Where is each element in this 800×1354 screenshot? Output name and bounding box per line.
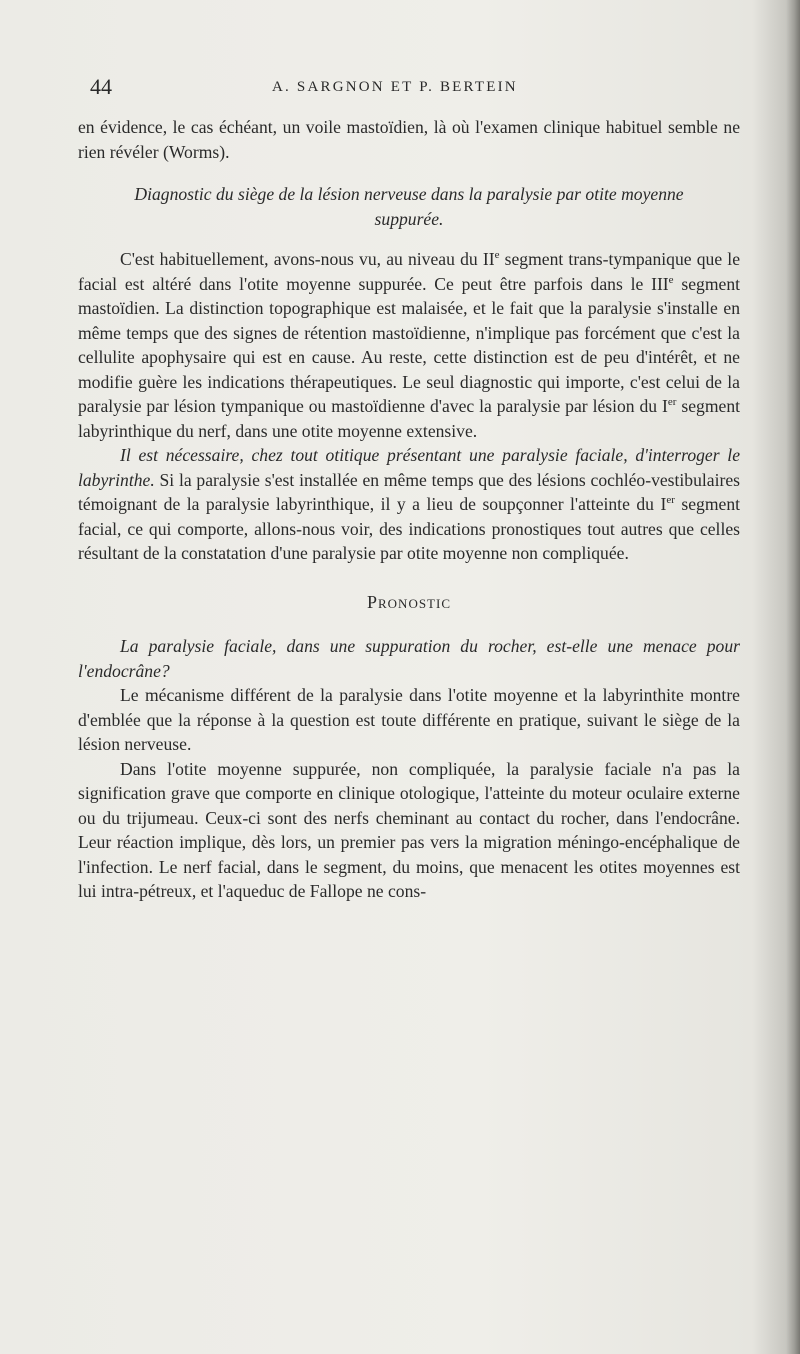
- paragraph-otite-moyenne: Dans l'otite moyenne suppurée, non compliquée, la paralysie faciale n'a pas la signification grave que comporte en clinique otologique, l'atteinte du moteur oculaire externe ou du trijumeau. Ceux-ci sont des nerfs cheminant au contact du rocher, dans l'endocrâne. Leur réaction implique, dès lors, un premier pas vers la migration méningo-encéphalique de l'infection. Le nerf facial, dans le segment, du moins, que menacent les otites moyennes est lui intra-pétreux, et l'aqueduc de Fallope ne cons-: [78, 758, 740, 901]
- body-text: [78, 115, 740, 904]
- section-subtitle: Diagnostic du siège de la lésion nerveuse dans la paralysie par otite moyenne suppurée.: [134, 184, 684, 229]
- paragraph-mecanisme: Le mécanisme différent de la paralysie dans l'otite moyenne et la labyrinthite montre d'emblée que la réponse à la question est toute différente en pratique, suivant le siège de la lésion nerveuse.: [78, 685, 740, 754]
- page-number: 44: [90, 74, 112, 99]
- italic-emphasis: Il est nécessaire, chez tout otitique présentant une paralysie faciale, d'interroger le labyrinthe.: [78, 445, 740, 490]
- superscript: er: [666, 494, 675, 507]
- superscript: e: [668, 273, 674, 286]
- superscript: er: [667, 396, 677, 409]
- paragraph-question: La paralysie faciale, dans une suppuration du rocher, est-elle une menace pour l'endocrâne?: [78, 636, 740, 681]
- paragraph-continuation: en évidence, le cas échéant, un voile mastoïdien, là où l'examen clinique habituel semble ne rien révéler (Worms).: [78, 117, 740, 162]
- paragraph-text: segment facial, ce qui comporte, allons-nous voir, des indications pronostiques tout autres que celles résultant de la constatation d'une paralysie par otite moyenne non compliquée.: [78, 494, 740, 563]
- paragraph-text: Si la paralysie s'est installée en même temps que des lésions cochléo-vestibulaires témoignant de la paralysie labyrinthique, il y a lieu de soupçonner l'atteinte du I: [78, 469, 740, 514]
- page-binding-shadow: [786, 0, 800, 1354]
- paragraph-text: segment labyrinthique du nerf, dans une otite moyenne extensive.: [78, 396, 741, 441]
- page-header: [76, 74, 736, 104]
- paragraph-text: segment trans-tympanique que le facial est altéré dans l'otite moyenne suppurée. Ce peut être parfois dans le III: [78, 249, 740, 294]
- section-heading-pronostic: Pronostic: [366, 591, 452, 612]
- paragraph-text: segment mastoïdien. La distinction topographique est malaisée, et le fait que la paralysie s'installe en même temps que des signes de rétention mastoïdienne, n'implique pas forcément que c'est la cellulite apophysaire qui est en cause. Au reste, cette distinction est de peu d'intérêt, et ne modifie guère les indications thérapeutiques. Le seul diagnostic qui importe, c'est celui de la paralysie par lésion tympanique ou mastoïdienne d'avec la paralysie par lésion du I: [78, 273, 740, 416]
- paragraph-diagnostic: [78, 247, 740, 443]
- superscript: e: [494, 249, 500, 262]
- paragraph-text: C'est habituellement, avons-nous vu, au niveau du II: [120, 249, 495, 269]
- paragraph-labyrinthe: [78, 443, 740, 566]
- running-head: A. SARGNON ET P. BERTEIN: [272, 79, 518, 95]
